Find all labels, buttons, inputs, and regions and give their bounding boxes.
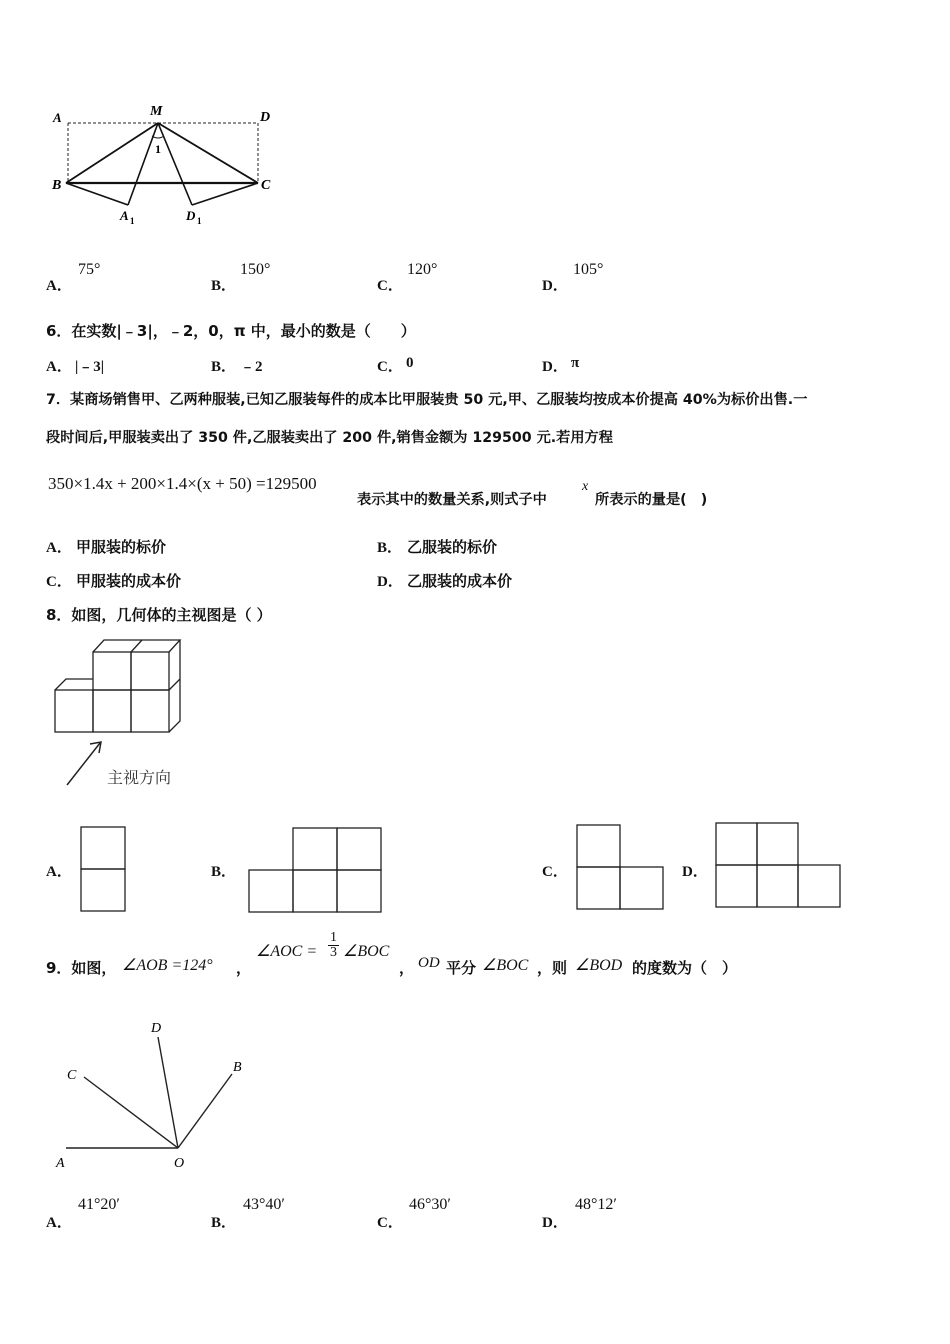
q8-cube-front-1	[55, 690, 93, 732]
q5-option-a-label[interactable]: A．	[46, 278, 72, 294]
q5-label-D1-sub: 1	[197, 216, 202, 226]
q8-d-cell-2	[757, 823, 798, 865]
q8-top-left-block	[55, 679, 93, 690]
q9-condition-aoc-right: ∠BOC	[343, 943, 390, 960]
q5-option-b-value: 150°	[240, 261, 271, 278]
q5-edge-CD1	[192, 183, 258, 205]
q9-bisect: 平分	[446, 959, 477, 977]
q8-b-cell-1	[249, 870, 293, 912]
q8-c-cell-bottom-left	[577, 867, 620, 909]
q7-option-c-label[interactable]: C．	[46, 574, 72, 590]
q7-stem-line3b: 所表示的量是( )	[595, 492, 708, 508]
q8-stem: 8．如图，几何体的主视图是（ ）	[46, 606, 272, 624]
q6-option-d-label[interactable]: D．	[542, 359, 568, 375]
q6-option-c-value: 0	[406, 355, 414, 371]
q9-figure	[50, 1010, 260, 1175]
q9-label-A: A	[56, 1156, 65, 1171]
q5-label-M: M	[150, 104, 163, 119]
q5-option-d-label[interactable]: D．	[542, 278, 568, 294]
q8-cube-front-4	[93, 652, 131, 690]
q5-option-c-label[interactable]: C．	[377, 278, 403, 294]
q9-fraction-denominator: 3	[330, 945, 337, 960]
q5-label-angle: 1	[155, 142, 161, 156]
q8-right-side	[169, 640, 180, 732]
q9-label-D: D	[151, 1021, 162, 1036]
q9-ray-ob	[178, 1074, 232, 1148]
q8-option-c-label[interactable]: C．	[542, 864, 568, 880]
q5-label-C: C	[261, 178, 271, 193]
q7-stem-line3a: 表示其中的数量关系,则式子中	[357, 492, 547, 508]
q5-edge-MA1	[128, 123, 158, 205]
q7-option-d-label[interactable]: D．	[377, 574, 403, 590]
q9-option-b-label[interactable]: B．	[211, 1215, 237, 1231]
q9-ray-oc	[84, 1077, 178, 1148]
q6-option-d-value: π	[571, 355, 580, 371]
q9-label-C: C	[67, 1068, 77, 1083]
q5-edge-BA1	[66, 183, 128, 205]
q8-option-a-figure[interactable]	[78, 825, 130, 915]
q9-option-c-value: 46°30′	[409, 1196, 451, 1213]
q8-direction-arrow	[67, 743, 100, 785]
q5-edge-MB	[66, 123, 158, 183]
q5-figure	[40, 100, 290, 230]
q9-option-c-label[interactable]: C．	[377, 1215, 403, 1231]
q5-label-A1: A	[120, 208, 129, 223]
q5-edge-MD1	[158, 123, 192, 205]
q9-option-b-value: 43°40′	[243, 1196, 285, 1213]
q8-d-cell-5	[798, 865, 840, 907]
q5-label-A1-sub: 1	[130, 216, 135, 226]
q7-option-a-label[interactable]: A．	[46, 540, 72, 556]
q9-stem-prefix: 9．如图，	[46, 959, 117, 977]
q5-option-a-value: 75°	[78, 261, 101, 278]
q8-cube-front-3	[131, 690, 169, 732]
q5-option-b-label[interactable]: B．	[211, 278, 237, 294]
q6-option-b-value: ﹣2	[240, 359, 263, 375]
q6-option-a-label[interactable]: A．	[46, 359, 72, 375]
q8-option-d-label[interactable]: D．	[682, 864, 708, 880]
q8-cube-front-2	[93, 690, 131, 732]
q8-c-cell-top	[577, 825, 620, 867]
q9-label-O: O	[174, 1156, 185, 1171]
q7-equation: 350×1.4x + 200×1.4×(x + 50) =129500	[48, 474, 317, 493]
q9-condition-aob: ∠AOB =124°	[122, 957, 213, 974]
q9-fraction	[328, 931, 339, 960]
q8-b-cell-4	[293, 828, 337, 870]
q5-label-D: D	[260, 110, 271, 125]
q5-option-c-value: 120°	[407, 261, 438, 278]
q5-label-A: A	[53, 110, 62, 125]
q8-a-cell-top	[81, 827, 125, 869]
q7-option-b-label[interactable]: B．	[377, 540, 403, 556]
q5-label-B: B	[52, 178, 62, 193]
q8-cube-front-5	[131, 652, 169, 690]
q5-option-d-value: 105°	[573, 261, 604, 278]
q8-top-divider	[131, 640, 142, 652]
q9-fraction-numerator: 1	[330, 930, 337, 945]
q6-option-a-value: |﹣3|	[75, 359, 105, 375]
q8-c-cell-bottom-right	[620, 867, 663, 909]
q9-then: ，则	[537, 959, 568, 977]
q8-option-b-label[interactable]: B．	[211, 864, 237, 880]
q8-d-cell-1	[716, 823, 757, 865]
q9-boc: ∠BOC	[482, 957, 529, 974]
q8-direction-label: 主视方向	[107, 768, 172, 787]
q7-option-c-value: 甲服装的成本价	[76, 572, 182, 590]
q8-option-d-figure[interactable]	[713, 820, 848, 912]
q9-tail: 的度数为（ ）	[632, 959, 738, 977]
q7-option-a-value: 甲服装的标价	[76, 538, 167, 556]
q7-option-b-value: 乙服装的标价	[407, 538, 498, 556]
q8-d-cell-3	[716, 865, 757, 907]
q8-b-cell-2	[293, 870, 337, 912]
q8-b-cell-3	[337, 870, 381, 912]
q7-stem-line2: 段时间后,甲服装卖出了 350 件,乙服装卖出了 200 件,销售金额为 129500 元.若用方程	[46, 430, 613, 446]
q9-option-a-value: 41°20′	[78, 1196, 120, 1213]
q9-option-d-value: 48°12′	[575, 1196, 617, 1213]
q5-edge-MC	[158, 123, 258, 183]
q8-option-a-label[interactable]: A．	[46, 864, 72, 880]
q5-label-D1: D	[186, 208, 196, 223]
q9-od: OD	[418, 955, 440, 971]
q7-variable: x	[582, 479, 589, 494]
q9-ray-od	[158, 1037, 178, 1148]
q8-right-mid	[169, 679, 180, 690]
q9-label-B: B	[233, 1060, 242, 1075]
q7-stem-line1: 7．某商场销售甲、乙两种服装,已知乙服装每件的成本比甲服装贵 50 元,甲、乙服装均按成本价提高 40%为标价出售.一	[46, 392, 808, 408]
q8-b-cell-5	[337, 828, 381, 870]
q8-option-c-figure[interactable]	[573, 822, 668, 914]
q6-stem: 6．在实数|﹣3|，﹣2，0，π 中，最小的数是（ ）	[46, 322, 416, 340]
q8-d-cell-4	[757, 865, 798, 907]
q6-option-b-label[interactable]: B．	[211, 359, 237, 375]
q9-option-a-label[interactable]: A．	[46, 1215, 72, 1231]
q6-option-c-label[interactable]: C．	[377, 359, 403, 375]
q9-condition-aoc-left: ∠AOC =	[256, 943, 318, 960]
q8-a-cell-bottom	[81, 869, 125, 911]
q9-sep-2: ，	[399, 959, 415, 977]
q8-option-b-figure[interactable]	[246, 825, 386, 917]
q7-option-d-value: 乙服装的成本价	[407, 572, 513, 590]
q9-sep-1: ，	[236, 959, 252, 977]
q9-bod: ∠BOD	[575, 957, 623, 974]
q9-option-d-label[interactable]: D．	[542, 1215, 568, 1231]
